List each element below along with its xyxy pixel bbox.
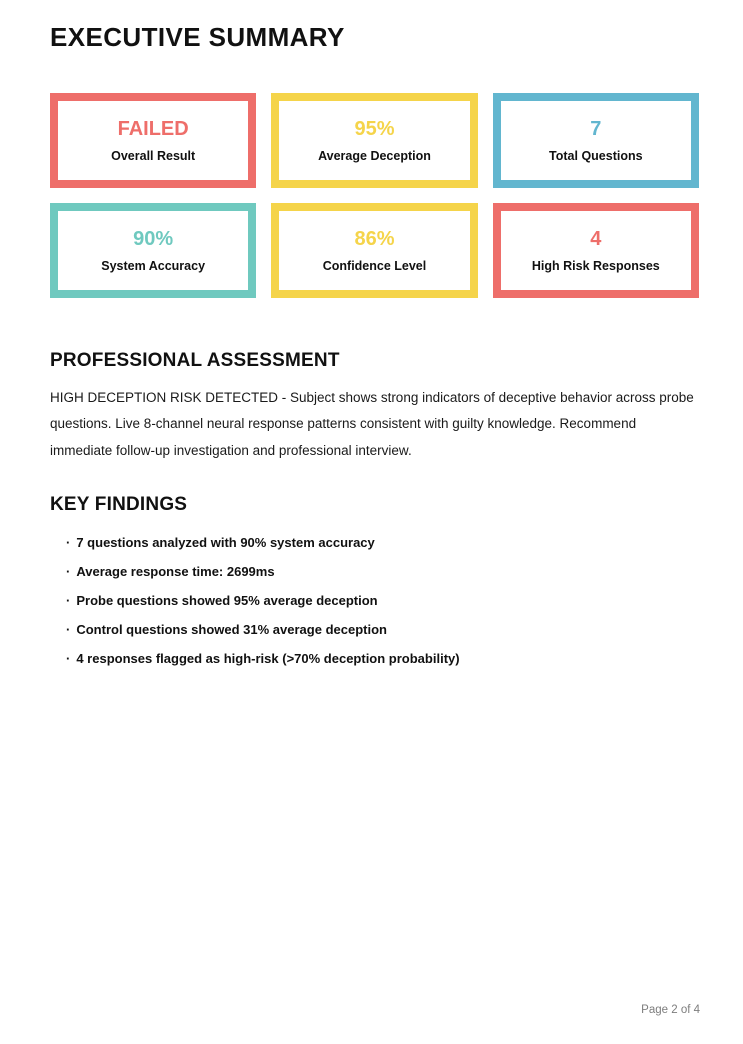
assessment-body-text: HIGH DECEPTION RISK DETECTED - Subject shows strong indicators of deceptive behavior across probe questions. Live 8-channel neural response patterns consistent with guilty knowledge. Recommend immediate follow-up investigation and professional interview. (50, 390, 694, 458)
metric-value: FAILED (117, 117, 189, 140)
finding-item (66, 623, 698, 636)
card-total-questions (493, 93, 699, 188)
professional-assessment-section (50, 350, 698, 464)
metric-label: Overall Result (111, 148, 196, 163)
finding-text: Average response time: 2699ms (76, 563, 275, 579)
metric-value: 4 (590, 227, 602, 250)
findings-list (50, 536, 698, 665)
bullet-icon: · (66, 621, 71, 637)
bullet-icon: · (66, 650, 71, 666)
metric-cards-grid (50, 93, 699, 298)
bullet-icon: · (66, 592, 71, 608)
card-confidence-level (271, 203, 477, 298)
metric-value: 90% (133, 227, 174, 250)
card-system-accuracy (50, 203, 256, 298)
metric-value: 86% (354, 227, 395, 250)
finding-item (66, 652, 698, 665)
metric-label: System Accuracy (101, 258, 206, 273)
metric-label: Confidence Level (322, 258, 427, 273)
key-findings-section (50, 494, 698, 665)
metric-label: Average Deception (318, 148, 431, 163)
finding-item (66, 594, 698, 607)
card-overall-result (50, 93, 256, 188)
finding-text: Control questions showed 31% average deception (76, 621, 387, 637)
finding-text: 4 responses flagged as high-risk (>70% deception probability) (76, 650, 460, 666)
metric-label: High Risk Responses (531, 258, 660, 273)
card-average-deception (271, 93, 477, 188)
metric-value: 95% (354, 117, 395, 140)
bullet-icon: · (66, 563, 71, 579)
page-number: Page 2 of 4 (641, 1004, 700, 1016)
finding-item (66, 536, 698, 549)
card-high-risk-responses (493, 203, 699, 298)
metric-value: 7 (590, 117, 602, 140)
page-title: EXECUTIVE SUMMARY (50, 22, 345, 52)
metric-label: Total Questions (549, 148, 643, 163)
assessment-heading: PROFESSIONAL ASSESSMENT (50, 350, 340, 371)
findings-heading: KEY FINDINGS (50, 493, 188, 515)
bullet-icon: · (66, 534, 71, 550)
finding-text: 7 questions analyzed with 90% system accuracy (76, 534, 375, 550)
finding-item (66, 565, 698, 578)
finding-text: Probe questions showed 95% average deception (76, 592, 378, 608)
